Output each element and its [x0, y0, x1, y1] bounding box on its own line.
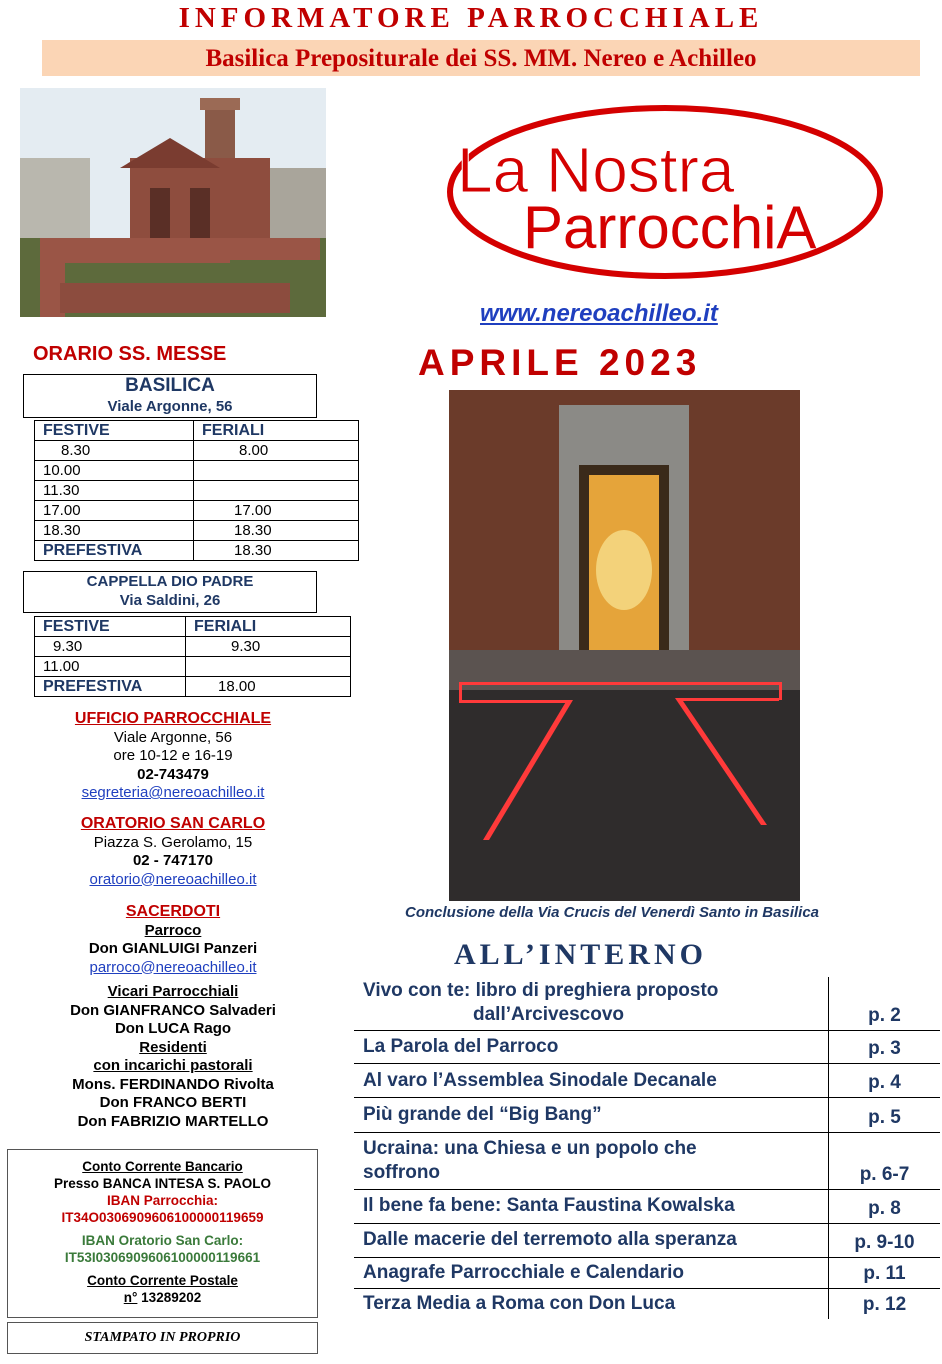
prefestiva-time: 18.30 [194, 541, 359, 561]
toc-item-line: dall’Arcivescovo [473, 1004, 625, 1025]
festive-time: 8.30 [35, 441, 194, 461]
feriali-time: 9.30 [186, 637, 351, 657]
iban-oratorio-label: IBAN Oratorio San Carlo: [81, 1233, 244, 1248]
column-header: FERIALI [186, 617, 351, 637]
subtitle-banner: Basilica Prepositurale dei SS. MM. Nereo e Achilleo [42, 40, 920, 76]
festive-time: 11.30 [35, 481, 194, 501]
toc-item[interactable] [354, 1224, 940, 1258]
residente-name: Mons. FERDINANDO Rivolta [72, 1075, 274, 1093]
oratorio-email[interactable]: oratorio@nereoachilleo.it [89, 870, 257, 888]
toc-item-title: Più grande del “Big Bang” [363, 1104, 602, 1125]
toc-item-line: soffrono [363, 1162, 441, 1183]
feriali-time: 8.00 [194, 441, 359, 461]
toc-item[interactable] [354, 977, 940, 1031]
toc-item-title: Il bene fa bene: Santa Faustina Kowalska [363, 1195, 735, 1216]
postal-prefix: n° [123, 1290, 138, 1305]
toc-item-title [354, 977, 823, 1029]
toc-item-title: Dalle macerie del terremoto alla speranza [363, 1229, 737, 1250]
toc-item[interactable] [354, 1289, 940, 1319]
parish-office-hours: ore 10-12 e 16-19 [113, 747, 233, 764]
festive-time: 17.00 [35, 501, 194, 521]
feriali-time: 17.00 [194, 501, 359, 521]
priests-title: SACERDOTI [125, 903, 221, 920]
toc-item[interactable] [354, 1190, 940, 1224]
vicario-name: Don GIANFRANCO Salvaderi [70, 1001, 276, 1019]
parish-office-phone: 02-743479 [137, 765, 209, 783]
toc-item-page: p. 6-7 [828, 1133, 940, 1189]
oratorio-address: Piazza S. Gerolamo, 15 [93, 833, 253, 851]
logo-line-1: La Nostra [457, 134, 735, 206]
feriali-time: 18.30 [194, 521, 359, 541]
cappella-header [23, 571, 317, 613]
via-crucis-photo [449, 390, 800, 901]
printed-note: STAMPATO IN PROPRIO [7, 1322, 318, 1354]
cappella-address: Via Saldini, 26 [119, 592, 221, 609]
prefestiva-label: PREFESTIVA [35, 541, 194, 561]
toc-item[interactable] [354, 1098, 940, 1133]
toc-item[interactable] [354, 1133, 940, 1190]
prefestiva-time: 18.00 [186, 677, 351, 697]
festive-time: 10.00 [35, 461, 194, 481]
feriali-time [194, 461, 359, 481]
priests [20, 903, 326, 1131]
toc-item[interactable] [354, 1064, 940, 1098]
residente-name: Don FRANCO BERTI [99, 1094, 247, 1111]
residente-name: Don FABRIZIO MARTELLO [77, 1112, 269, 1130]
toc-item-title: Anagrafe Parrocchiale e Calendario [363, 1262, 685, 1283]
toc-item[interactable] [354, 1258, 940, 1289]
iban-parrocchia: IT34O0306909606100000119659 [61, 1210, 264, 1225]
toc-item-title: La Parola del Parroco [363, 1036, 559, 1057]
logo-line-2: ParrocchiA [523, 194, 817, 261]
basilica-header [23, 374, 317, 418]
basilica-mass-table [34, 420, 359, 561]
oratorio-title: ORATORIO SAN CARLO [80, 815, 266, 832]
mass-schedule-title: ORARIO SS. MESSE [33, 343, 227, 365]
toc-item-page: p. 5 [828, 1098, 940, 1132]
parroco-label: Parroco [144, 921, 202, 939]
festive-time: 18.30 [35, 521, 194, 541]
toc-item[interactable] [354, 1031, 940, 1064]
parish-logo [435, 100, 895, 280]
parish-office-email[interactable]: segreteria@nereoachilleo.it [81, 784, 265, 801]
parroco-name: Don GIANLUIGI Panzeri [88, 940, 258, 957]
basilica-address: Viale Argonne, 56 [107, 398, 233, 415]
vicario-name: Don LUCA Rago [114, 1020, 232, 1037]
issue-date: APRILE 2023 [418, 342, 702, 383]
column-header: FERIALI [194, 421, 359, 441]
feriali-time [186, 657, 351, 677]
toc-item-page: p. 3 [828, 1031, 940, 1063]
bank-accounts-box [7, 1149, 318, 1318]
column-header: FESTIVE [35, 617, 186, 637]
iban-oratorio: IT53I0306909606100000119661 [64, 1250, 261, 1265]
parish-office-title: UFFICIO PARROCCHIALE [74, 710, 272, 727]
basilica-photo [20, 88, 326, 317]
postal-account [8, 1289, 317, 1306]
prefestiva-label: PREFESTIVA [35, 677, 186, 697]
toc-item-line: Vivo con te: libro di preghiera proposto [363, 980, 719, 1001]
column-header: FESTIVE [35, 421, 194, 441]
toc-item-page: p. 9-10 [828, 1224, 940, 1257]
bank-name: Presso BANCA INTESA S. PAOLO [53, 1176, 272, 1191]
toc-title: ALL’INTERNO [454, 938, 707, 971]
toc-item-title: Al varo l’Assemblea Sinodale Decanale [363, 1070, 717, 1091]
table-of-contents [354, 977, 940, 1319]
iban-parrocchia-label: IBAN Parrocchia: [106, 1193, 219, 1208]
parish-office [20, 710, 326, 803]
festive-time: 11.00 [35, 657, 186, 677]
parroco-email[interactable]: parroco@nereoachilleo.it [89, 958, 257, 976]
toc-item-page: p. 2 [828, 977, 940, 1030]
website-link[interactable]: www.nereoachilleo.it [480, 300, 718, 327]
toc-item-line: Ucraina: una Chiesa e un popolo che [363, 1138, 697, 1159]
toc-item-page: p. 8 [828, 1190, 940, 1223]
postal-title: Conto Corrente Postale [87, 1273, 238, 1288]
masthead: INFORMATORE PARROCCHIALE [178, 2, 764, 34]
residenti-label: Residenti [139, 1038, 207, 1056]
postal-number: 13289202 [141, 1290, 202, 1305]
cappella-name: CAPPELLA DIO PADRE [86, 573, 254, 590]
toc-item-page: p. 11 [828, 1258, 940, 1288]
basilica-name: BASILICA [125, 375, 215, 396]
toc-item-title [354, 1133, 823, 1187]
parish-office-address: Viale Argonne, 56 [113, 728, 233, 746]
toc-item-page: p. 4 [828, 1064, 940, 1097]
photo-caption: Conclusione della Via Crucis del Venerdì Santo in Basilica [405, 904, 820, 921]
festive-time: 9.30 [35, 637, 186, 657]
toc-item-title: Terza Media a Roma con Don Luca [363, 1293, 676, 1314]
bank-title: Conto Corrente Bancario [82, 1159, 243, 1174]
oratorio-phone: 02 - 747170 [132, 852, 214, 869]
oratorio [20, 815, 326, 889]
vicari-label: Vicari Parrocchiali [107, 983, 239, 1000]
toc-item-page: p. 12 [828, 1289, 940, 1319]
feriali-time [194, 481, 359, 501]
residenti-sub: con incarichi pastorali [93, 1057, 253, 1074]
cappella-mass-table [34, 616, 351, 697]
